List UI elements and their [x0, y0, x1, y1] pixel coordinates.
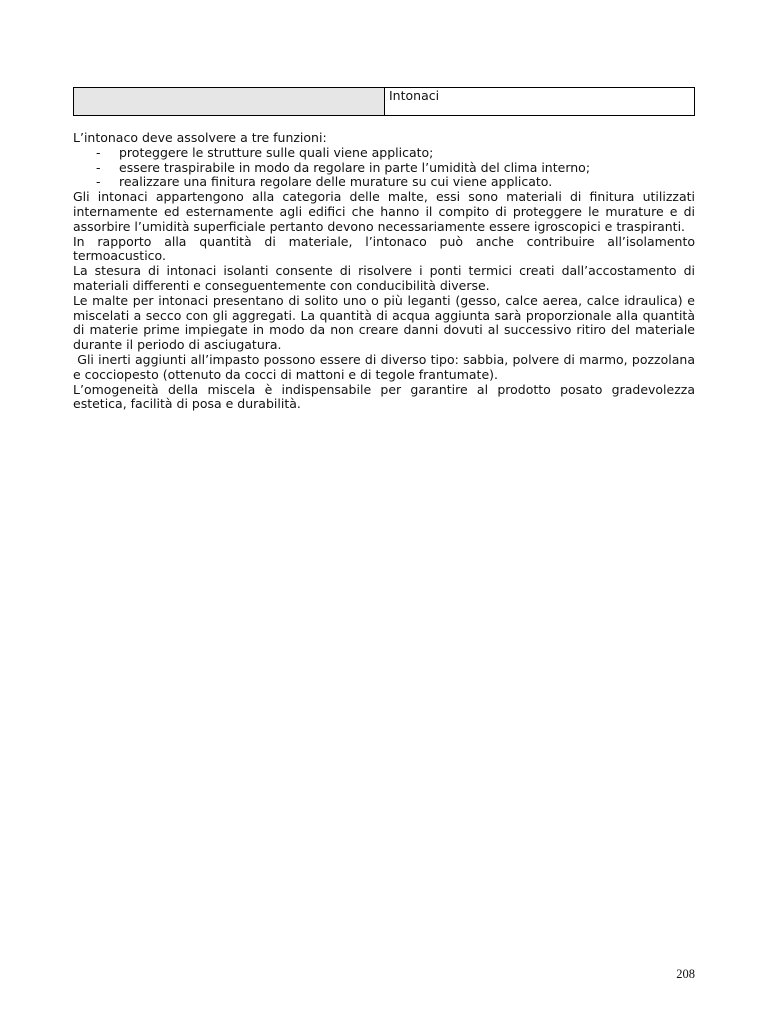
paragraph-inerti: Gli inerti aggiunti all’impasto possono essere di diverso tipo: sabbia, polvere di marmo, pozzolana e cocciopesto (ottenuto da cocci di mattoni e di tegole frantumate). — [73, 351, 699, 382]
header-title-cell: Intonaci — [389, 88, 440, 103]
intro-paragraph: L’intonaco deve assolvere a tre funzioni: — [73, 130, 327, 145]
list-item-text: essere traspirabile in modo da regolare in parte l’umidità del clima interno; — [119, 159, 591, 175]
dash-bullet: - — [96, 174, 101, 190]
list-item — [73, 146, 695, 161]
paragraph-leganti: Le malte per intonaci presentano di solito uno o più leganti (gesso, calce aerea, calce idraulica) e miscelati a secco con gli aggregati. La quantità di acqua aggiunta sarà proporzionale alla quantità di materie prime impiegate in modo da non creare danni dovuti al successivo ritiro del materiale durante il periodo di asciugatura. — [73, 292, 695, 353]
header-left-cell — [74, 88, 385, 115]
dash-bullet: - — [96, 159, 101, 175]
paragraph-omogeneita: L’omogeneità della miscela è indispensabile per garantire al prodotto posato gradevolezza estetica, facilità di posa e durabilità. — [73, 381, 695, 412]
list-item-text: realizzare una finitura regolare delle murature su cui viene applicato. — [119, 174, 553, 190]
dash-bullet: - — [96, 144, 101, 160]
page-number: 208 — [676, 967, 695, 981]
list-item — [73, 161, 695, 176]
document-body — [73, 130, 699, 412]
paragraph-isolamento: In rapporto alla quantità di materiale, l’intonaco può anche contribuire all’isolamento termoacustico. — [73, 233, 695, 264]
list-item — [73, 175, 695, 190]
list-item-text: proteggere le strutture sulle quali viene applicato; — [119, 144, 434, 160]
paragraph-categoria: Gli intonaci appartengono alla categoria delle malte, essi sono materiali di finitura utilizzati internamente ed esternamente agli edifici che hanno il compito di proteggere le murature e di assorbire l’umidità superficiale pertanto devono necessariamente essere igroscopici e traspiranti. — [73, 189, 695, 234]
header-table — [73, 87, 695, 116]
paragraph-ponti-termici: La stesura di intonaci isolanti consente di risolvere i ponti termici creati dall’accostamento di materiali differenti e conseguentemente con conducibilità diverse. — [73, 263, 695, 293]
functions-list — [73, 146, 695, 190]
